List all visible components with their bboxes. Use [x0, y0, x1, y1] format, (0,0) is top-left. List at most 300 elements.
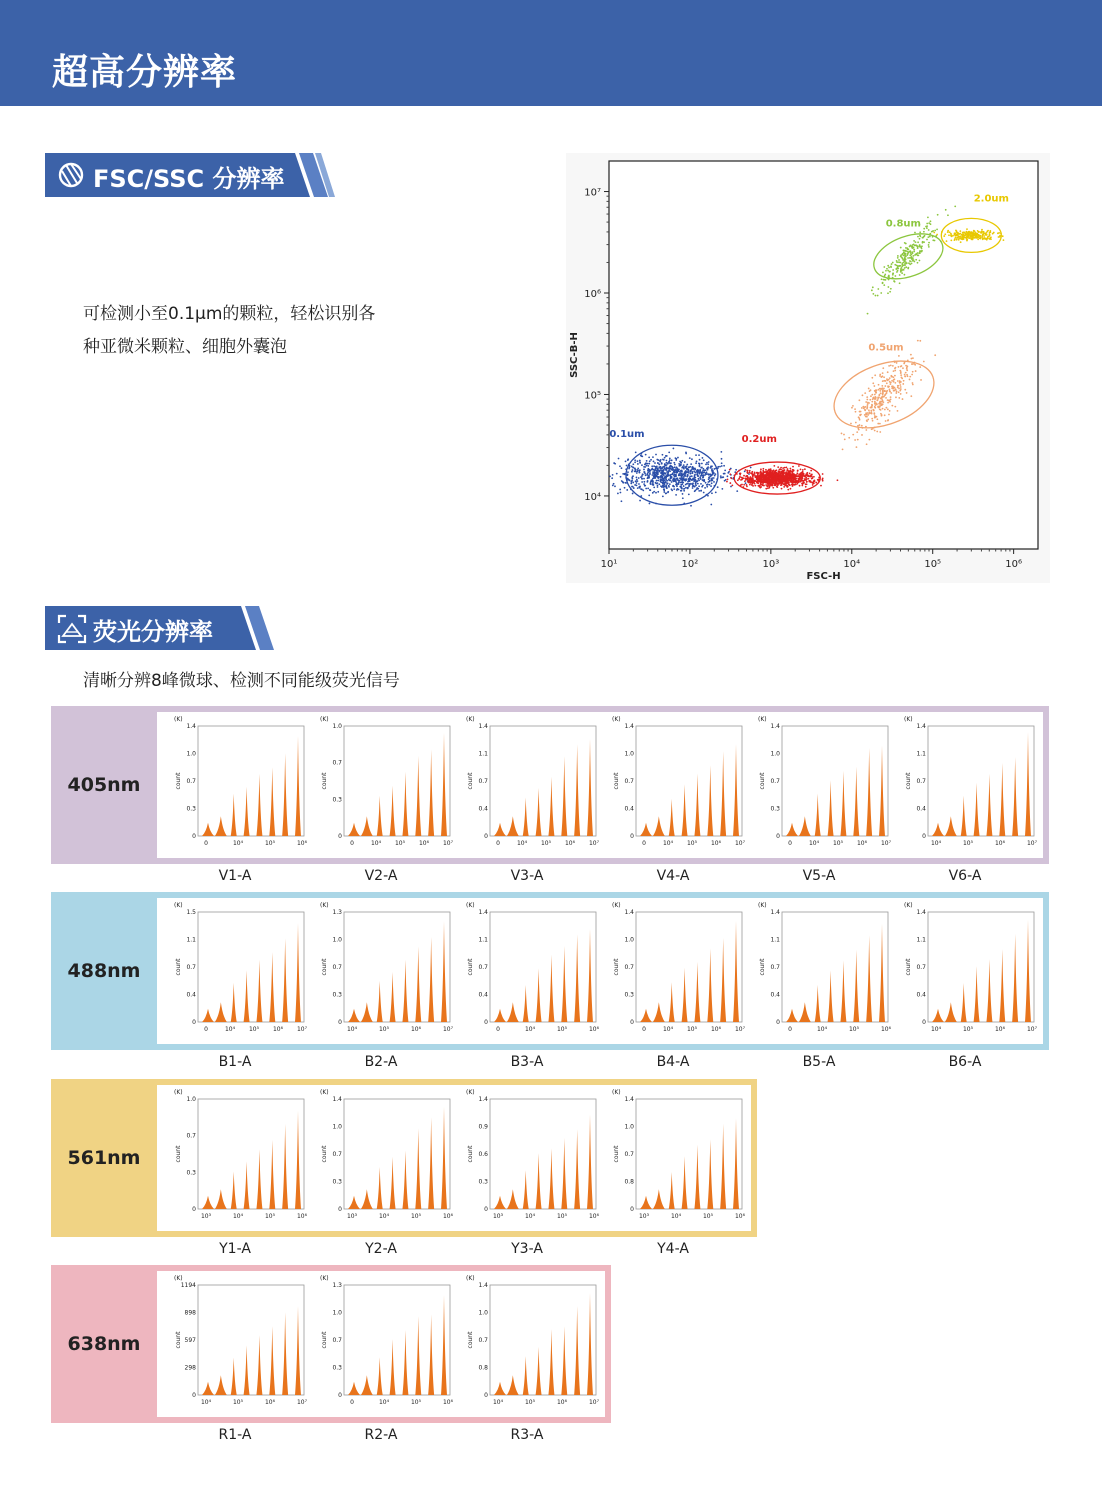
plot-frame — [782, 912, 888, 1022]
scatter-point — [968, 231, 970, 233]
scatter-point — [861, 407, 863, 409]
scatter-point — [905, 266, 907, 268]
scatter-point — [664, 472, 666, 474]
scatter-point — [662, 484, 664, 486]
scatter-point — [657, 459, 659, 461]
scatter-point — [898, 397, 900, 399]
y-tick-label: 1.4 — [478, 723, 488, 730]
scatter-point — [617, 493, 619, 495]
scatter-point — [696, 460, 698, 462]
scatter-point — [860, 414, 862, 416]
x-tick-label: 10⁴ — [378, 1213, 390, 1220]
scatter-point — [653, 491, 655, 493]
scatter-point — [798, 465, 800, 467]
scatter-point — [787, 471, 789, 473]
scatter-point — [904, 263, 906, 265]
scatter-point — [711, 482, 713, 484]
scatter-point — [649, 489, 651, 491]
scatter-point — [874, 396, 876, 398]
aperture-icon — [57, 161, 85, 189]
scatter-point — [982, 233, 984, 235]
scatter-point — [884, 385, 886, 387]
scatter-point — [900, 247, 902, 249]
scatter-point — [763, 477, 765, 479]
scatter-point — [882, 380, 884, 382]
x-tick-label: 10⁵ — [378, 1026, 390, 1033]
scatter-point — [857, 439, 859, 441]
y-tick-label: 0.7 — [186, 964, 196, 971]
scatter-point — [791, 478, 793, 480]
scatter-point — [698, 478, 700, 480]
scatter-point — [757, 477, 759, 479]
scatter-point — [800, 474, 802, 476]
scatter-point — [677, 477, 679, 479]
scatter-point — [670, 477, 672, 479]
histogram-V3-A — [454, 712, 600, 858]
scatter-point — [634, 484, 636, 486]
scatter-point — [669, 466, 671, 468]
scatter-point — [881, 404, 883, 406]
scatter-point — [784, 469, 786, 471]
scatter-point — [657, 469, 659, 471]
scatter-point — [708, 477, 710, 479]
scatter-point — [898, 366, 900, 368]
scatter-point — [700, 483, 702, 485]
scatter-point — [905, 259, 907, 261]
scatter-point — [978, 231, 980, 233]
scatter-point — [791, 481, 793, 483]
y-axis-label: count — [321, 1331, 328, 1349]
x-tick-label: 10³ — [346, 1213, 358, 1220]
y-tick-label: 0 — [776, 833, 780, 840]
scatter-point — [698, 485, 700, 487]
scatter-point — [764, 479, 766, 481]
scatter-point — [685, 470, 687, 472]
x-tick-label: 10⁷ — [588, 1399, 600, 1406]
scatter-point — [899, 265, 901, 267]
scatter-point — [971, 232, 973, 234]
scatter-point — [766, 472, 768, 474]
scatter-point — [752, 474, 754, 476]
scatter-point — [909, 246, 911, 248]
y-tick-label: 0.3 — [770, 805, 780, 813]
scatter-point — [684, 479, 686, 481]
scatter-point — [915, 253, 917, 255]
y-tick-label: 1.3 — [332, 909, 342, 916]
scatter-point — [880, 388, 882, 390]
histogram-name: Y3-A — [511, 1241, 543, 1257]
scatter-point — [639, 500, 641, 502]
scatter-point — [694, 489, 696, 491]
scatter-point — [692, 478, 694, 480]
scatter-point — [689, 457, 691, 459]
scatter-point — [876, 399, 878, 401]
scatter-point — [919, 238, 921, 240]
scatter-point — [746, 478, 748, 480]
scatter-point — [928, 244, 930, 246]
y-tick-label: 0 — [192, 1019, 196, 1026]
scatter-point — [979, 235, 981, 237]
x-tick-label: 10⁵ — [832, 840, 844, 847]
scatter-point — [762, 479, 764, 481]
scatter-point — [678, 482, 680, 484]
scatter-point — [997, 232, 999, 234]
scatter-point — [883, 387, 885, 389]
scatter-point — [750, 467, 752, 469]
scatter-point — [711, 492, 713, 494]
x-tick-label: 10⁷ — [1026, 1026, 1038, 1033]
scatter-point — [864, 409, 866, 411]
scatter-point — [668, 485, 670, 487]
y-tick-label: 0 — [776, 1019, 780, 1026]
y-axis-label: count — [613, 772, 620, 790]
scatter-point — [813, 476, 815, 478]
scatter-point — [667, 482, 669, 484]
scatter-point — [621, 480, 623, 482]
scatter-point — [723, 465, 725, 467]
scatter-point — [727, 472, 729, 474]
scatter-point — [621, 467, 623, 469]
scatter-point — [907, 249, 909, 251]
histogram-name: B6-A — [948, 1054, 982, 1070]
scatter-point — [896, 391, 898, 393]
scatter-point — [634, 459, 636, 461]
scatter-point — [848, 437, 850, 439]
y-tick-label: 1.4 — [478, 1282, 488, 1289]
scatter-point — [850, 423, 852, 425]
scatter-point — [740, 479, 742, 481]
scatter-point — [695, 485, 697, 487]
scatter-point — [683, 468, 685, 470]
scatter-point — [713, 468, 715, 470]
scatter-point — [906, 254, 908, 256]
section-title: FSC/SSC 分辨率 — [93, 165, 285, 193]
y-tick-label: 1.0 — [332, 723, 342, 730]
scatter-point — [917, 262, 919, 264]
scatter-point — [899, 384, 901, 386]
scatter-point — [866, 399, 868, 401]
histogram-name: V5-A — [802, 868, 836, 884]
scatter-point — [949, 231, 951, 233]
scatter-point — [875, 295, 877, 297]
scatter-point — [686, 465, 688, 467]
scatter-point — [671, 473, 673, 475]
scatter-point — [751, 472, 753, 474]
scatter-point — [793, 469, 795, 471]
scatter-point — [660, 470, 662, 472]
scatter-point — [699, 477, 701, 479]
scatter-point — [662, 480, 664, 482]
scatter-point — [695, 479, 697, 481]
scatter-point — [905, 253, 907, 255]
scatter-point — [757, 474, 759, 476]
scatter-point — [650, 470, 652, 472]
scatter-point — [932, 230, 934, 232]
scatter-point — [711, 468, 713, 470]
x-tick-label: 10⁵ — [410, 1399, 422, 1406]
scatter-point — [786, 470, 788, 472]
plot-area — [609, 161, 1038, 549]
y-tick-label: 898 — [184, 1309, 196, 1317]
scatter-point — [669, 459, 671, 461]
scatter-point — [934, 240, 936, 242]
scatter-point — [783, 486, 785, 488]
y-tick-label: 0.7 — [916, 964, 926, 971]
scatter-point — [862, 394, 864, 396]
x-tick-label: 0 — [642, 1026, 646, 1033]
scatter-point — [666, 475, 668, 477]
y-tick-label: 1.4 — [624, 1096, 634, 1103]
scatter-point — [870, 412, 872, 414]
scatter-point — [874, 430, 876, 432]
scatter-point — [948, 234, 950, 236]
scatter-point — [656, 480, 658, 482]
scatter-point — [651, 474, 653, 476]
scatter-point — [720, 451, 722, 453]
scatter-point — [889, 383, 891, 385]
scatter-point — [894, 370, 896, 372]
scatter-point — [673, 488, 675, 490]
scan-frame-icon — [57, 614, 87, 644]
histogram-name: B2-A — [364, 1054, 398, 1070]
x-tick-label: 10⁵ — [394, 840, 406, 847]
x-tick-label: 10⁵ — [686, 840, 698, 847]
scatter-point — [922, 237, 924, 239]
x-tick-label: 10¹ — [600, 559, 618, 570]
wavelength-label: 561nm — [67, 1147, 141, 1169]
scatter-point — [674, 466, 676, 468]
y-axis-label: count — [905, 958, 912, 976]
scatter-point — [696, 470, 698, 472]
scatter-point — [877, 423, 879, 425]
scatter-point — [877, 295, 879, 297]
scatter-point — [769, 469, 771, 471]
scatter-point — [784, 467, 786, 469]
scatter-point — [886, 391, 888, 393]
scatter-point — [785, 466, 787, 468]
scatter-point — [708, 474, 710, 476]
scatter-point — [761, 480, 763, 482]
scatter-point — [779, 477, 781, 479]
histogram-name: R3-A — [510, 1427, 544, 1443]
scatter-point — [749, 484, 751, 486]
scatter-point — [858, 399, 860, 401]
scatter-point — [707, 467, 709, 469]
histogram-name: Y1-A — [219, 1241, 251, 1257]
scatter-point — [787, 486, 789, 488]
scatter-point — [878, 394, 880, 396]
scatter-point — [903, 252, 905, 254]
scatter-point — [762, 484, 764, 486]
scatter-point — [680, 462, 682, 464]
scatter-point — [981, 230, 983, 232]
histogram-B2-A — [308, 898, 454, 1044]
scatter-point — [777, 466, 779, 468]
scatter-point — [880, 392, 882, 394]
scatter-point — [987, 236, 989, 238]
scatter-point — [619, 489, 621, 491]
scatter-point — [911, 254, 913, 256]
scatter-point — [797, 469, 799, 471]
scatter-point — [758, 479, 760, 481]
x-tick-label: 10³ — [200, 1213, 212, 1220]
scatter-point — [678, 474, 680, 476]
scatter-point — [871, 377, 873, 379]
scatter-point — [882, 282, 884, 284]
scatter-point — [706, 486, 708, 488]
scatter-point — [675, 458, 677, 460]
scatter-point — [688, 493, 690, 495]
x-tick-label: 10⁵ — [264, 1213, 276, 1220]
scatter-point — [881, 375, 883, 377]
y-axis-label: count — [175, 1145, 182, 1163]
y-tick-label: 0.3 — [186, 805, 196, 813]
y-tick-label: 0.7 — [770, 964, 780, 971]
y-tick-label: 1.3 — [332, 1282, 342, 1289]
scatter-point — [658, 483, 660, 485]
scatter-point — [787, 480, 789, 482]
scatter-point — [950, 240, 952, 242]
scatter-point — [775, 484, 777, 486]
section2-description: 清晰分辨8峰微球、检测不同能级荧光信号 — [83, 671, 400, 691]
scatter-point — [874, 417, 876, 419]
scatter-point — [729, 482, 731, 484]
y-tick-label: 1.1 — [186, 936, 196, 944]
scatter-point — [655, 492, 657, 494]
scatter-point — [685, 487, 687, 489]
scatter-point — [962, 236, 964, 238]
scatter-point — [701, 473, 703, 475]
scatter-point — [909, 251, 911, 253]
section-title: 荧光分辨率 — [93, 618, 213, 646]
scatter-point — [671, 466, 673, 468]
scatter-point — [787, 476, 789, 478]
unit-label: (K) — [612, 902, 621, 909]
y-tick-label: 0 — [338, 1019, 342, 1026]
scatter-point — [666, 464, 668, 466]
scatter-point — [891, 380, 893, 382]
scatter-point — [781, 488, 783, 490]
x-tick-label: 0 — [350, 1399, 354, 1406]
scatter-point — [920, 379, 922, 381]
x-tick-label: 10⁶ — [994, 840, 1006, 847]
scatter-point — [885, 380, 887, 382]
scatter-point — [626, 465, 628, 467]
y-tick-label: 1.0 — [332, 1309, 342, 1317]
x-tick-label: 10⁵ — [962, 1026, 974, 1033]
scatter-point — [690, 470, 692, 472]
scatter-point — [887, 265, 889, 267]
scatter-point — [671, 476, 673, 478]
x-tick-label: 10⁴ — [200, 1399, 212, 1406]
x-tick-label: 10⁵ — [264, 840, 276, 847]
histogram-V5-A — [746, 712, 892, 858]
x-tick-label: 10⁵ — [540, 840, 552, 847]
scatter-point — [872, 382, 874, 384]
scatter-point — [898, 391, 900, 393]
scatter-point — [854, 408, 856, 410]
scatter-point — [678, 479, 680, 481]
scatter-point — [755, 476, 757, 478]
y-tick-label: 0.3 — [478, 1178, 488, 1186]
scatter-point — [879, 390, 881, 392]
scatter-point — [851, 407, 853, 409]
scatter-point — [905, 261, 907, 263]
x-tick-label: 10⁵ — [848, 1026, 860, 1033]
y-tick-label: 0.3 — [332, 1178, 342, 1186]
scatter-point — [897, 257, 899, 259]
scatter-point — [756, 482, 758, 484]
scatter-point — [792, 485, 794, 487]
plot-frame — [344, 912, 450, 1022]
scatter-point — [662, 495, 664, 497]
scatter-point — [656, 475, 658, 477]
scatter-point — [765, 482, 767, 484]
histogram-B3-A — [454, 898, 600, 1044]
scatter-point — [672, 485, 674, 487]
scatter-point — [865, 429, 867, 431]
scatter-point — [957, 232, 959, 234]
scatter-point — [885, 270, 887, 272]
scatter-point — [689, 476, 691, 478]
scatter-point — [842, 448, 844, 450]
scatter-point — [651, 465, 653, 467]
scatter-point — [650, 482, 652, 484]
scatter-point — [663, 466, 665, 468]
scatter-point — [699, 469, 701, 471]
scatter-point — [619, 465, 621, 467]
scatter-point — [772, 487, 774, 489]
scatter-point — [627, 471, 629, 473]
scatter-point — [871, 405, 873, 407]
scatter-point — [689, 466, 691, 468]
scatter-point — [983, 237, 985, 239]
y-tick-label: 0.7 — [624, 778, 634, 785]
scatter-point — [841, 433, 843, 435]
y-tick-label: 0.4 — [186, 991, 196, 999]
scatter-point — [892, 269, 894, 271]
unit-label: (K) — [904, 716, 913, 723]
scatter-point — [852, 405, 854, 407]
scatter-point — [904, 376, 906, 378]
scatter-point — [890, 364, 892, 366]
scatter-point — [654, 476, 656, 478]
histogram-name: Y4-A — [657, 1241, 689, 1257]
scatter-point — [635, 480, 637, 482]
scatter-point — [681, 476, 683, 478]
scatter-point — [898, 355, 900, 357]
scatter-point — [893, 280, 895, 282]
scatter-point — [956, 230, 958, 232]
scatter-point — [876, 431, 878, 433]
y-tick-label: 1.0 — [624, 750, 634, 758]
scatter-point — [763, 474, 765, 476]
scatter-point — [671, 481, 673, 483]
scatter-point — [768, 469, 770, 471]
scatter-point — [678, 463, 680, 465]
scatter-point — [844, 438, 846, 440]
scatter-point — [634, 468, 636, 470]
scatter-point — [913, 243, 915, 245]
y-tick-label: 0 — [922, 833, 926, 840]
scatter-point — [636, 472, 638, 474]
scatter-point — [868, 402, 870, 404]
scatter-point — [911, 374, 913, 376]
scatter-point — [680, 482, 682, 484]
scatter-point — [622, 473, 624, 475]
scatter-point — [686, 464, 688, 466]
scatter-point — [697, 480, 699, 482]
